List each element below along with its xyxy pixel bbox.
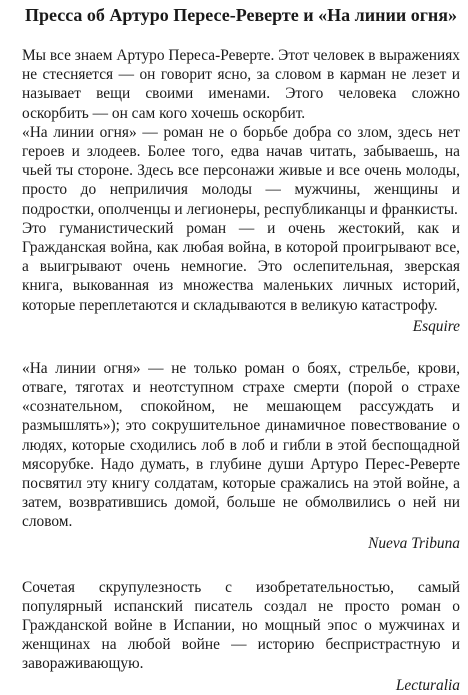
press-review-lecturalia: [22, 578, 460, 695]
book-page: [0, 4, 468, 694]
review-paragraph: Мы все знаем Артуро Переса-Реверте. Этот человек в выражениях не стесняется — он говорит ясно, за словом в карман не лезет и называет вещи своими именами. Этого человека сложно оскорбить — он сам кого хочешь оскорбит.: [22, 47, 460, 122]
review-paragraph: Сочетая скрупулезность с изобретательностью, самый популярный испанский писатель создал не просто роман о Гражданской войне в Испании, но мощный эпос о мужчинах и женщинах на любой войне — историю беспристрастную и завораживающую.: [22, 578, 460, 673]
review-paragraph: Это гуманистический роман — и очень жестокий, как и Гражданская война, как любая война, в которой проигрывают все, а выигрывают очень немногие. Это ослепительная, зверская книга, выкованная из множества маленьких личных историй, которые переплетаются и складываются в великую катастрофу.: [22, 219, 460, 314]
press-review-nueva-tribuna: [22, 359, 460, 553]
review-paragraph: «На линии огня» — не только роман о боях, стрельбе, крови, отваге, тяготах и неотступном страхе смерти (порой о страхе «сознательном, спокойном, не мешающем рассуждать и размышлять»); это сокрушительное динамичное повествование о людях, которые сходились лоб в лоб и гибли в этой беспощадной мясорубке. Надо думать, в глубине души Артуро Перес-Реверте посвятил эту книгу солдатам, которые сражались на этой войне, а затем, возвратившись домой, больше не обмолвились о ней ни словом.: [22, 359, 460, 531]
review-paragraph: «На линии огня» — роман не о борьбе добра со злом, здесь нет героев и злодеев. Более того, едва начав читать, забываешь, на чьей ты стороне. Здесь все персонажи живые и все очень молоды, просто до неприличия молоды — мужчины, женщины и подростки, ополченцы и легионеры, республиканцы и франкисты.: [22, 123, 460, 218]
review-source: Nueva Tribuna: [368, 534, 460, 552]
review-source: Esquire: [412, 317, 460, 335]
page-title: Пресса об Артуро Пересе-Реверте и «На линии огня»: [24, 5, 457, 25]
review-source: Lecturalia: [395, 676, 460, 694]
press-review-esquire: [22, 46, 460, 336]
